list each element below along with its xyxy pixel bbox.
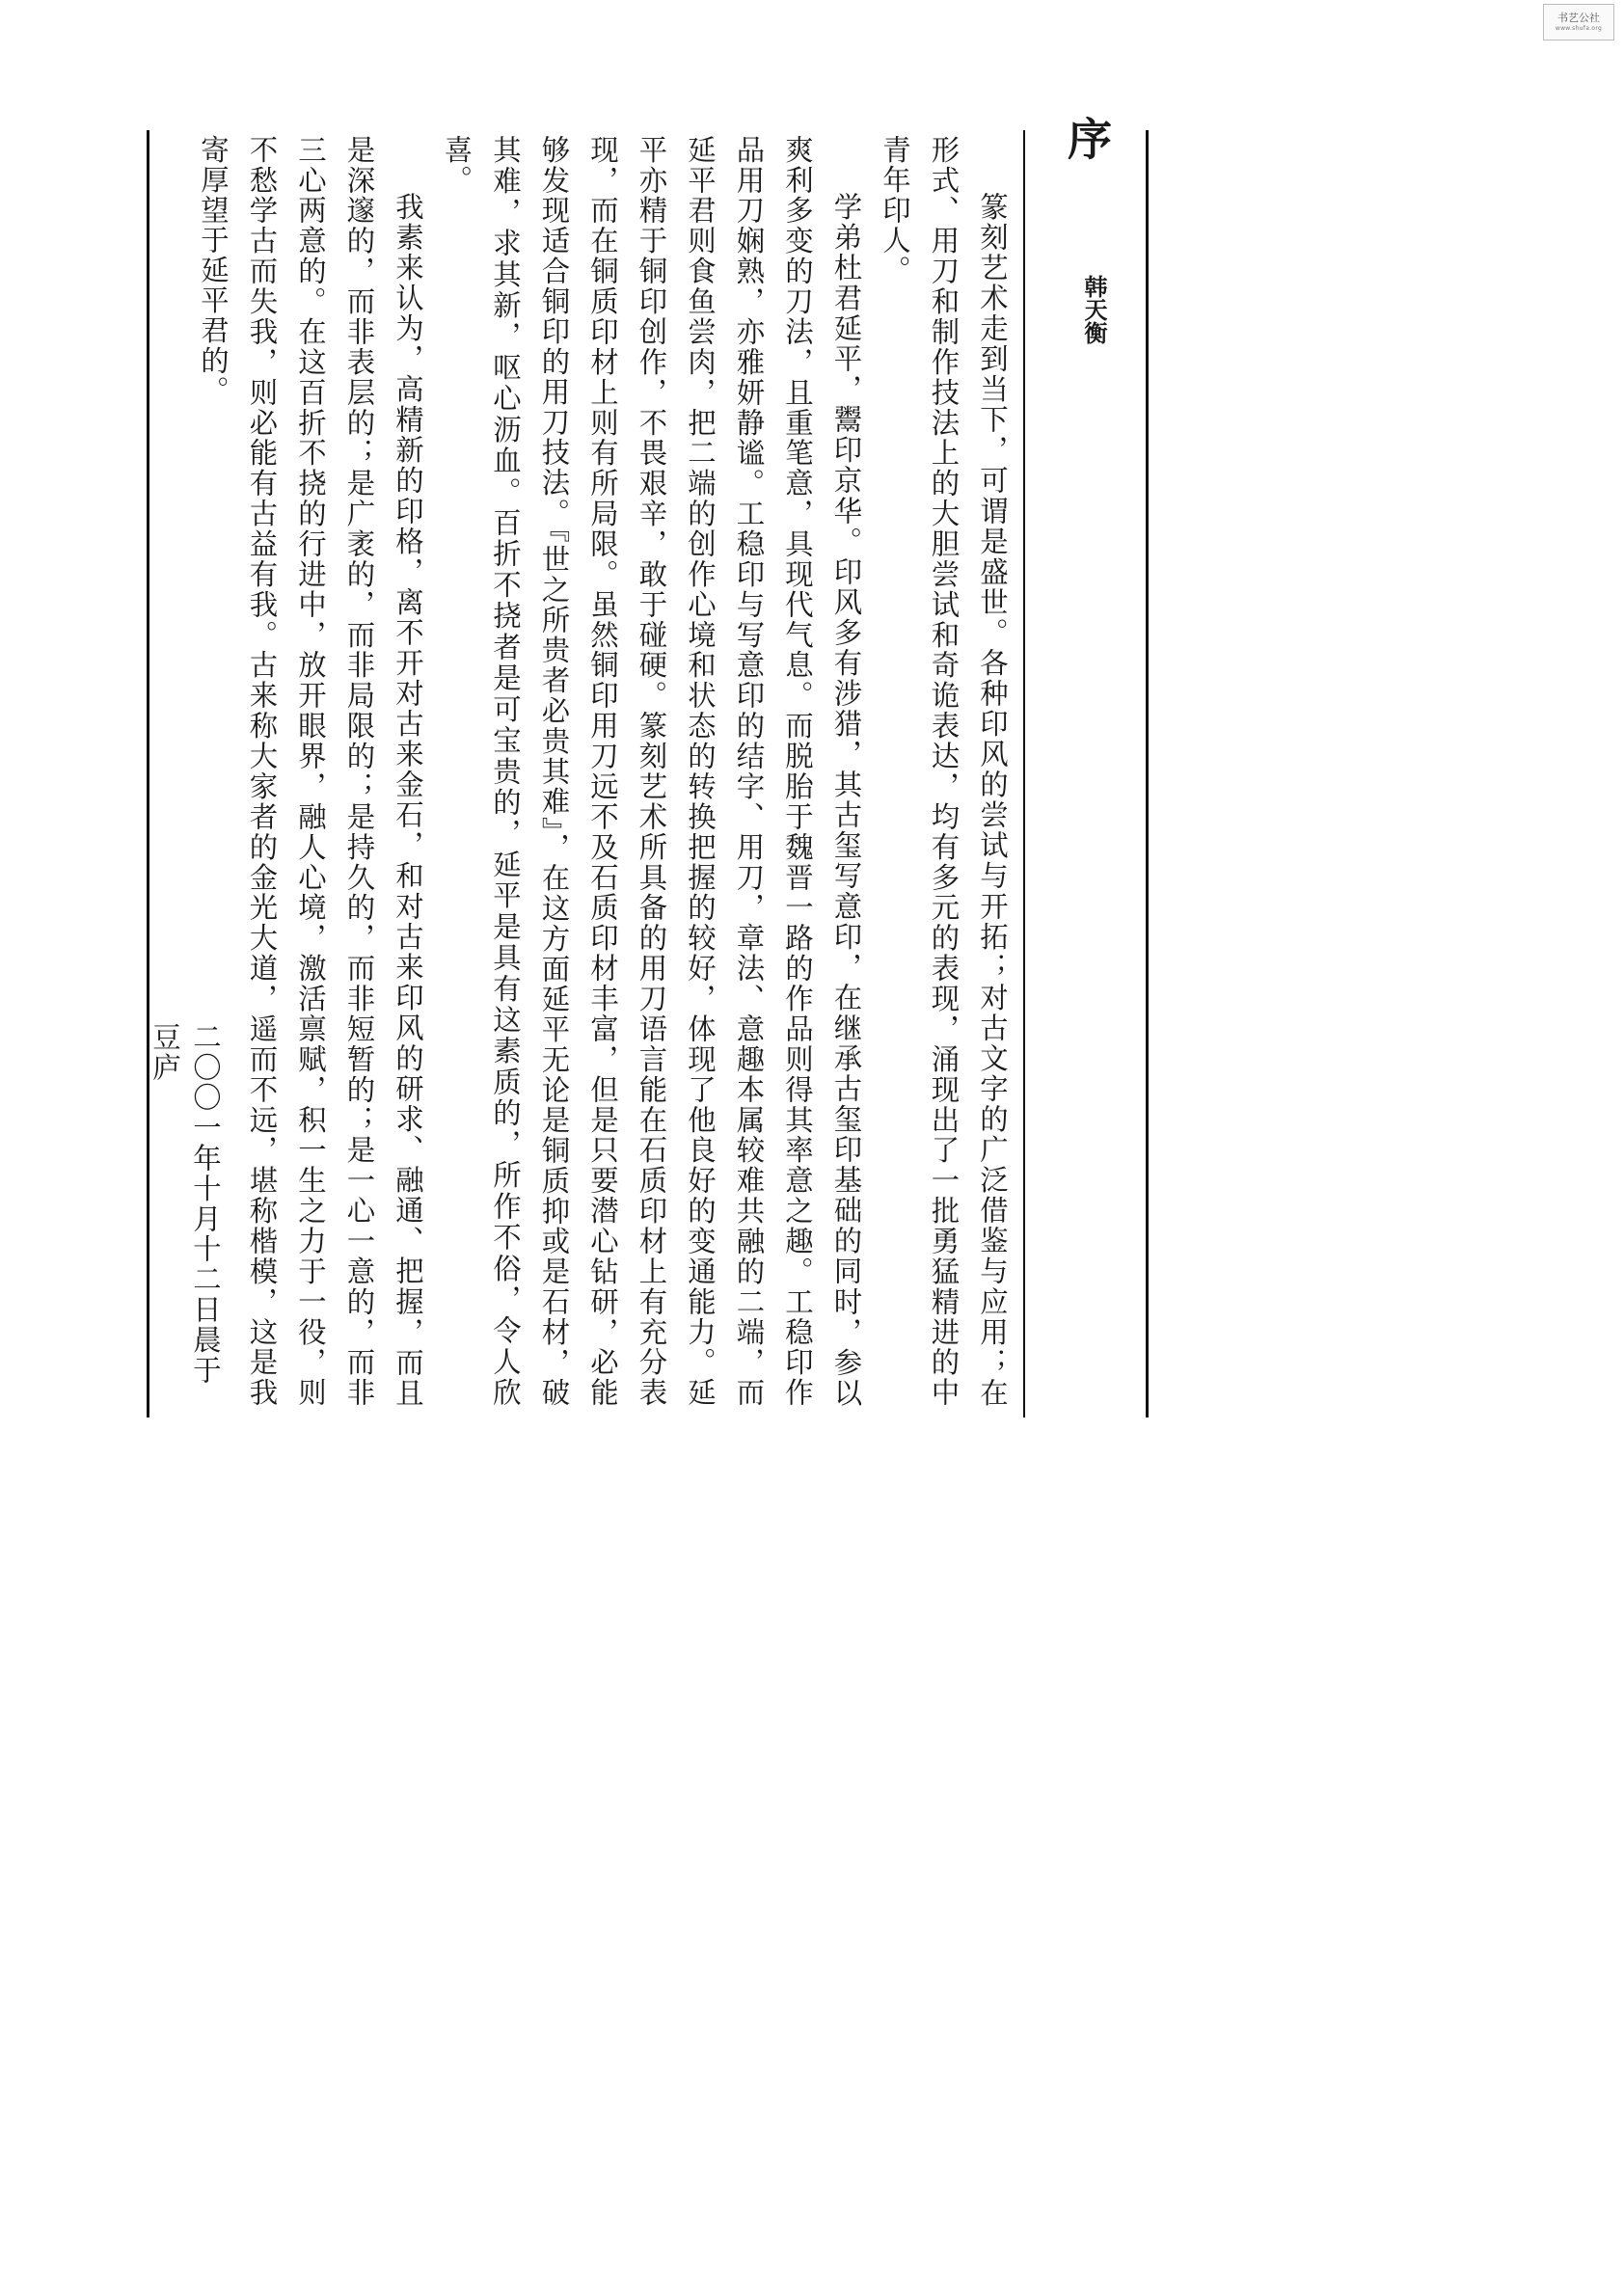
preface-title: 序 xyxy=(1061,116,1113,160)
left-border-rule xyxy=(147,130,149,1418)
site-watermark-logo xyxy=(1543,4,1614,40)
paragraph-1: 篆刻艺术走到当下，可谓是盛世。各种印风的尝试与开拓；对古文字的广泛借鉴与应用；在形式、用刀和制作技法上的大胆尝试和奇诡表达，均有多元的表现，涌现出了一批勇猛精进的中青年印人。 xyxy=(879,135,1009,1408)
title-divider-rule xyxy=(1023,130,1025,1418)
watermark-text: 书艺公社 xyxy=(1557,12,1600,24)
preface-body xyxy=(197,135,1016,1408)
paragraph-3: 我素来认为，高精新的印格，离不开对古来金石，和对古来印风的研求、融通、把握，而且是深邃的，而非表层的；是广袤的，而非局限的；是持久的，而非短暂的；是一心一意的，而非三心两意的。在这百折不挠的行进中，放开眼界，融人心境，激活禀赋，积一生之力于一役，则不愁学古而失我，则必能有古益有我。古来称大家者的金光大道，遥而不远，堪称楷模，这是我寄厚望于延平君的。 xyxy=(197,135,424,1408)
author-name: 韩天衡 xyxy=(1080,275,1108,344)
right-border-rule xyxy=(1146,130,1149,1418)
paragraph-2: 学弟杜君延平，鬻印京华。印风多有涉猎，其古玺写意印，在继承古玺印基础的同时，参以爽利多变的刀法，且重笔意，具现代气息。而脱胎于魏晋一路的作品则得其率意之趣。工稳印作品用刀娴熟，亦雅妍静谧。工稳印与写意印的结字、用刀，章法、意趣本属较难共融的二端，而延平君则食鱼尝肉，把二端的创作心境和状态的转换把握的较好，体现了他良好的变通能力。延平亦精于铜印创作，不畏艰辛，敢于碰硬。篆刻艺术所具备的用刀语言能在石质印材上有充分表现，而在铜质印材上则有所局限。虽然铜印用刀远不及石质印材丰富，但是只要潜心钻研，必能够发现适合铜印的用刀技法。『世之所贵者必贵其难』，在这方面延平无论是铜质抑或是石材，破其难，求其新，呕心沥血。百折不挠者是可宝贵的，延平是具有这素质的，所作不俗，令人欣喜。 xyxy=(440,135,863,1408)
signature-date: 二〇〇一年十月十二日晨于豆庐 xyxy=(149,1022,222,1386)
watermark-url: www.shufa.org xyxy=(1555,25,1603,32)
